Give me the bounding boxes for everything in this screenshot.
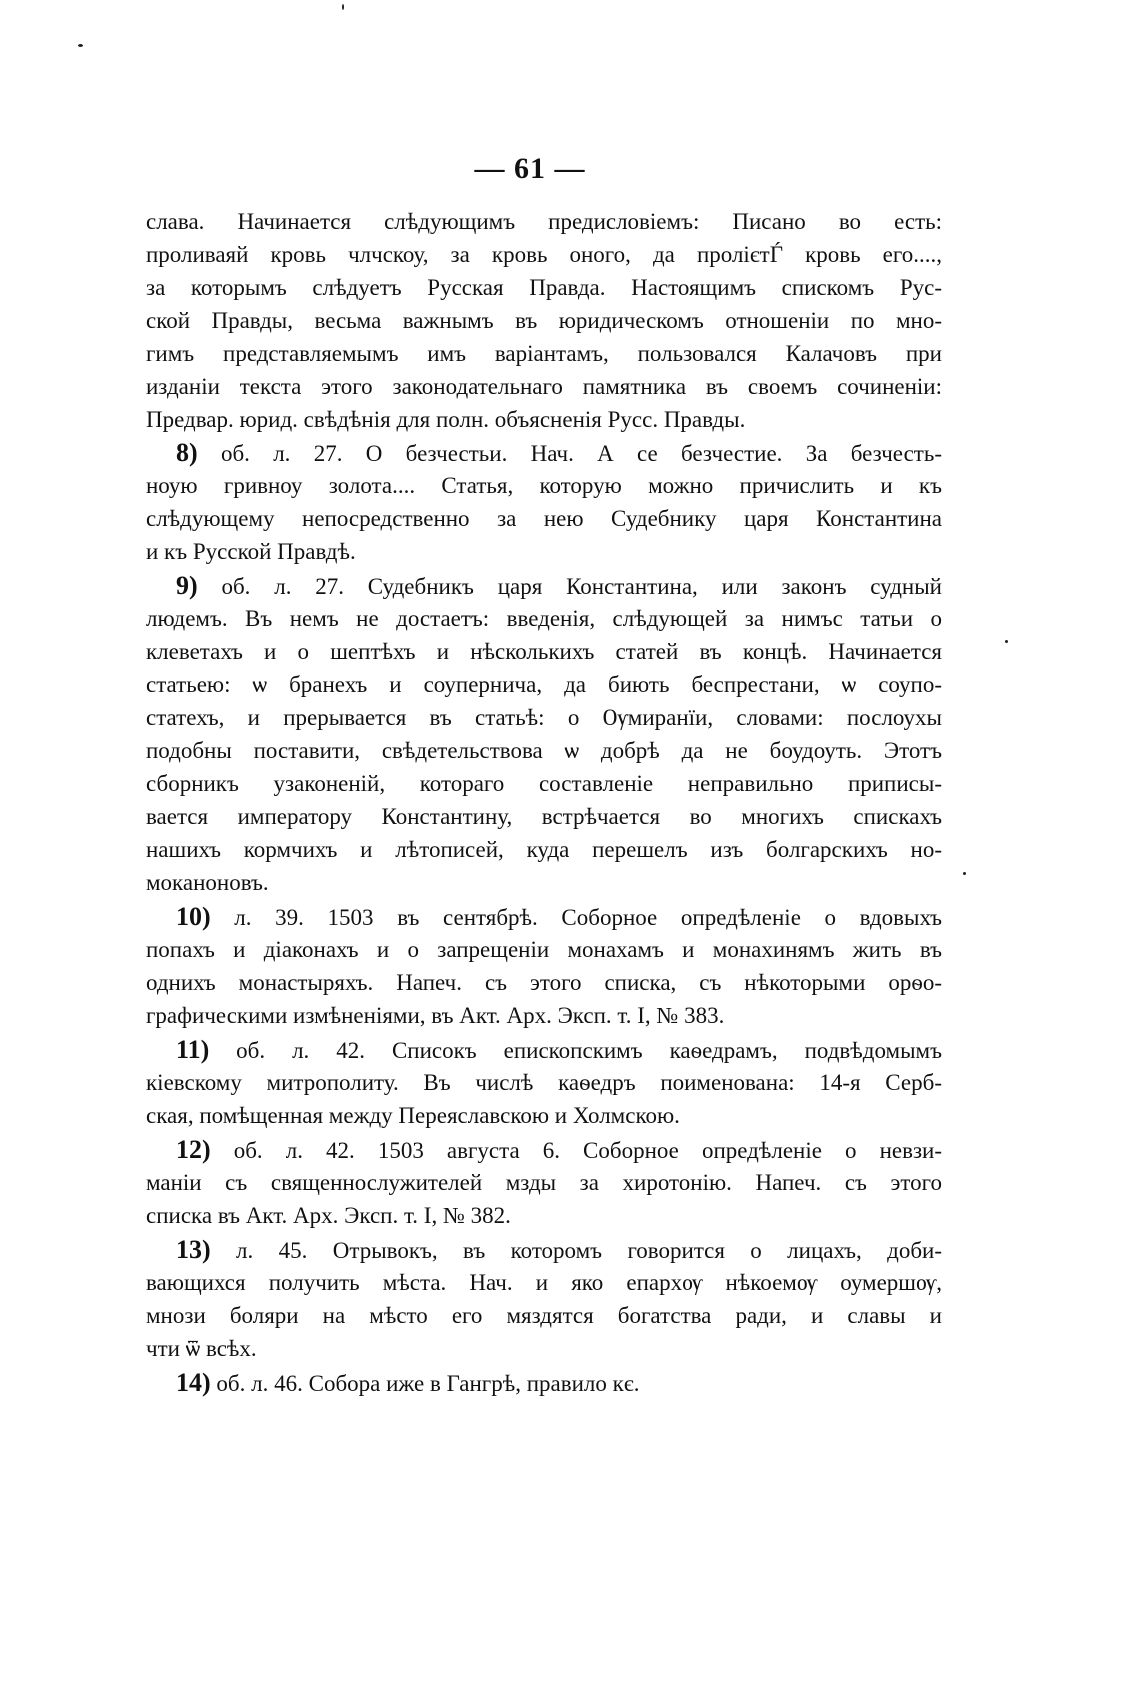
text-line: клеветахъ и о шептѣхъ и нѣсколькихъ статей въ концѣ. Начинается bbox=[146, 639, 942, 664]
print-speck bbox=[342, 4, 344, 10]
text-line: списка въ Акт. Арх. Эксп. т. I, № 382. bbox=[146, 1203, 511, 1228]
text-line: слава. Начинается слѣдующимъ предисловіемъ: Писано во есть: bbox=[146, 209, 942, 234]
page-number: — 61 — bbox=[474, 152, 586, 185]
text-line: вается императору Константину, встрѣчается во многихъ спискахъ bbox=[146, 804, 942, 829]
text-line: вающихся получить мѣста. Нач. и яко епархѹ нѣкоемѹ оумершѹ, bbox=[146, 1270, 942, 1295]
text-line: моканоновъ. bbox=[146, 870, 269, 895]
text-line: маніи съ священнослужителей мзды за хиротонію. Напеч. съ этого bbox=[146, 1170, 942, 1195]
entry-13-line: 13) л. 45. Отрывокъ, въ которомъ говорится о лицахъ, доби- bbox=[176, 1235, 942, 1264]
text-line: нашихъ кормчихъ и лѣтописей, куда перешелъ изъ болгарскихъ но- bbox=[146, 837, 942, 862]
print-speck bbox=[963, 872, 966, 875]
text-line: изданіи текста этого законодательнаго памятника въ своемъ сочиненіи: bbox=[146, 374, 942, 399]
text-line: людемъ. Въ немъ не достаетъ: введенія, слѣдующей за нимъс татьи о bbox=[146, 606, 942, 631]
text-line: статехъ, и прерывается въ статьѣ: о Ѹмиранїи, словами: послоухы bbox=[146, 705, 942, 730]
text-line: подобны поставити, свѣдетельствова ѡ добрѣ да не боудоуть. Этотъ bbox=[146, 738, 942, 763]
text-line: Предвар. юрид. свѣдѣнія для полн. объясненія Русс. Правды. bbox=[146, 407, 746, 432]
body-text bbox=[146, 205, 942, 1399]
print-speck bbox=[1005, 640, 1008, 643]
entry-number: 10) bbox=[176, 902, 211, 931]
entry-12-line: 12) об. л. 42. 1503 августа 6. Соборное опредѣленіе о невзи- bbox=[176, 1135, 942, 1164]
text-line: чти ѿ всѣх. bbox=[146, 1336, 257, 1361]
text-line: графическими измѣненіями, въ Акт. Арх. Эксп. т. I, № 383. bbox=[146, 1003, 725, 1028]
entry-number: 11) bbox=[176, 1035, 210, 1064]
text-line: мнози боляри на мѣсто его мяздятся богатства ради, и славы и bbox=[146, 1303, 942, 1328]
text-line: однихъ монастыряхъ. Напеч. съ этого списка, съ нѣкоторыми орѳо- bbox=[146, 970, 942, 995]
entry-number: 14) bbox=[176, 1368, 211, 1397]
entry-number: 8) bbox=[176, 438, 198, 467]
entry-number: 9) bbox=[176, 571, 198, 600]
text-line: статьею: ѡ бранехъ и соупернича, да биють беспрестани, ѡ соупо- bbox=[146, 672, 942, 697]
text-line: проливаяй кровь члчскоу, за кровь оного, да пролієтЃ кровь его...., bbox=[146, 242, 942, 267]
entry-14-line: 14) об. л. 46. Собора иже в Гангрѣ, правило кє. bbox=[176, 1368, 640, 1397]
entry-number: 13) bbox=[176, 1235, 211, 1264]
entry-10-line: 10) л. 39. 1503 въ сентябрѣ. Соборное опредѣленіе о вдовыхъ bbox=[176, 902, 942, 931]
entry-9-line: 9) об. л. 27. Судебникъ царя Константина, или законъ судный bbox=[176, 571, 942, 600]
entry-8-line: 8) об. л. 27. О безчестьи. Нач. А се безчестие. За безчесть- bbox=[176, 438, 942, 467]
text-line: ноую гривноу золота.... Статья, которую можно причислить и къ bbox=[146, 473, 942, 498]
text-line: сборникъ узаконеній, котораго составленіе неправильно приписы- bbox=[146, 771, 942, 796]
text-line: за которымъ слѣдуетъ Руcская Правда. Настоящимъ спискомъ Рус- bbox=[146, 275, 942, 300]
print-speck bbox=[78, 44, 83, 47]
entry-number: 12) bbox=[176, 1135, 211, 1164]
text-line: ской Правды, весьма важнымъ въ юридическомъ отношеніи по мно- bbox=[146, 308, 942, 333]
entry-11-line: 11) об. л. 42. Списокъ епископскимъ каѳедрамъ, подвѣдомымъ bbox=[176, 1035, 942, 1064]
text-line: слѣдующему непосредственно за нею Судебнику царя Константина bbox=[146, 506, 942, 531]
text-line: и къ Русской Правдѣ. bbox=[146, 539, 356, 564]
text-line: ская, помѣщенная между Переяславскою и Холмскою. bbox=[146, 1103, 680, 1128]
text-line: гимъ представляемымъ имъ варіантамъ, пользовался Калачовъ при bbox=[146, 341, 942, 366]
text-line: кіевскому митрополиту. Въ числѣ каѳедръ поименована: 14-я Серб- bbox=[146, 1070, 942, 1095]
text-line: попахъ и діаконахъ и о запрещеніи монахамъ и монахинямъ жить въ bbox=[146, 937, 942, 962]
